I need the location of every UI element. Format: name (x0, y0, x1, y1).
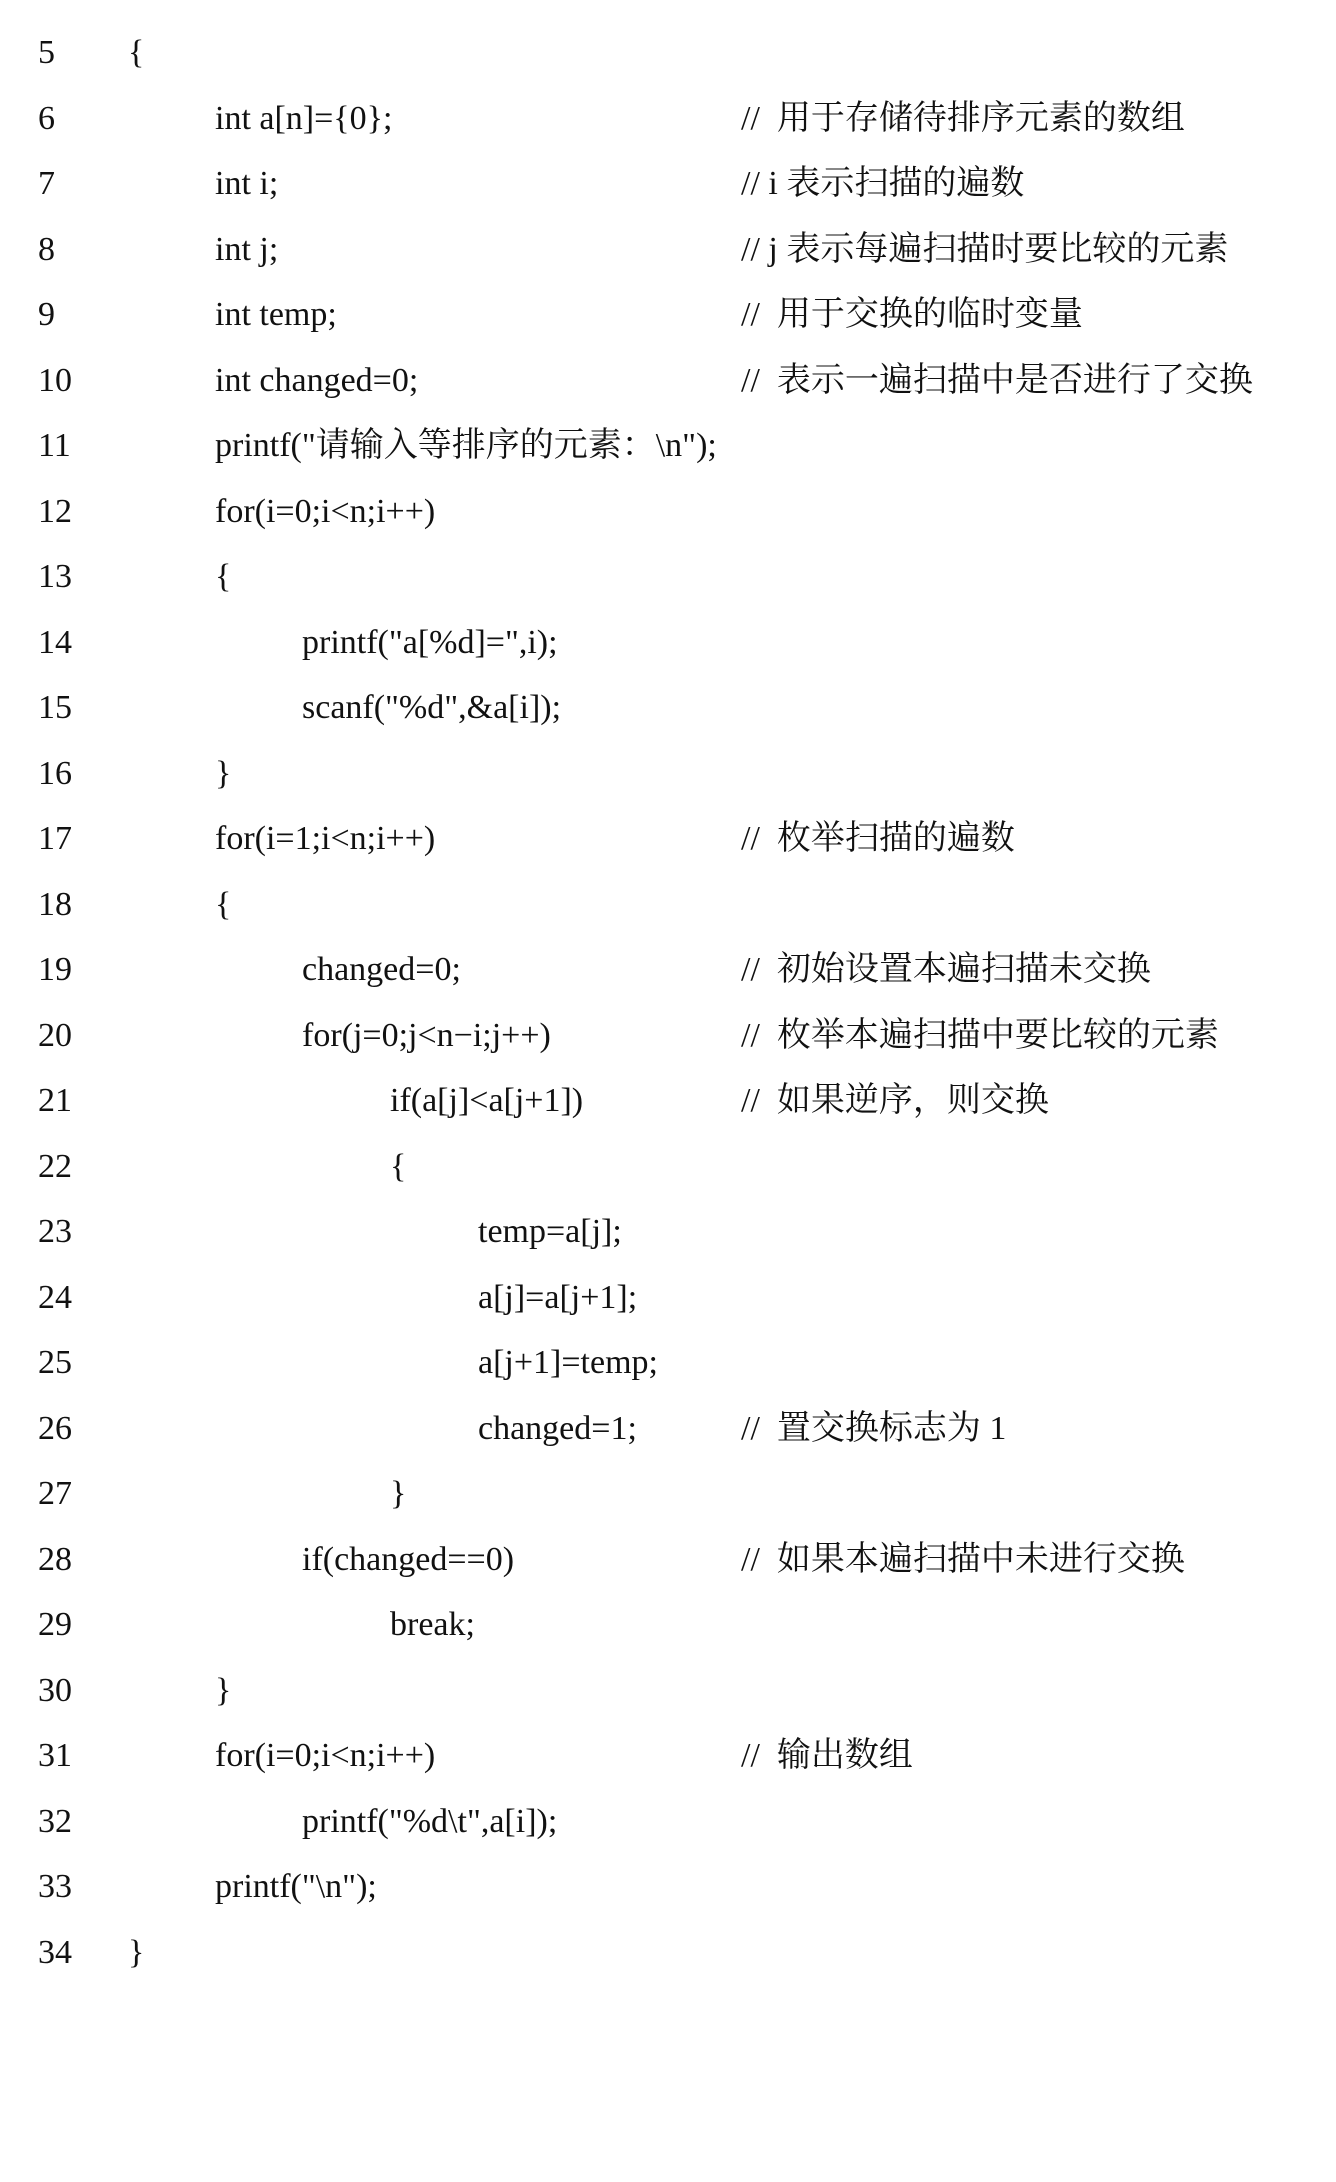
code-line (0, 282, 1336, 348)
code-text: int a[n]={0}; (215, 99, 393, 137)
code-comment: // 如果本遍扫描中未进行交换 (741, 1540, 1185, 1578)
code-text: printf("请输入等排序的元素：\n"); (215, 427, 717, 464)
code-comment: // 枚举本遍扫描中要比较的元素 (741, 1016, 1219, 1054)
code-text: changed=1; (478, 1409, 637, 1447)
code-line (0, 1330, 1336, 1396)
code-line (0, 1199, 1336, 1265)
line-number: 6 (38, 99, 55, 137)
code-comment: // 置交换标志为 1 (741, 1409, 1007, 1447)
line-number: 10 (38, 361, 72, 399)
code-text: int i; (215, 165, 279, 202)
code-text: int temp; (215, 296, 337, 333)
line-number: 28 (38, 1540, 72, 1578)
code-text: printf("a[%d]=",i); (302, 623, 558, 661)
line-number: 25 (38, 1344, 72, 1381)
line-number: 11 (38, 427, 71, 464)
code-line (0, 217, 1336, 283)
code-line (0, 1920, 1336, 1986)
code-text: for(i=1;i<n;i++) (215, 820, 436, 857)
code-line (0, 1134, 1336, 1200)
line-number: 8 (38, 230, 55, 268)
code-text: { (390, 1147, 407, 1185)
code-line (0, 20, 1336, 86)
code-text: int changed=0; (215, 361, 419, 399)
code-line (0, 86, 1336, 152)
code-line (0, 1068, 1336, 1134)
code-text: a[j+1]=temp; (478, 1344, 658, 1381)
code-text: for(j=0;j<n−i;j++) (302, 1016, 551, 1054)
code-text: } (215, 1671, 232, 1709)
code-line (0, 1265, 1336, 1331)
code-line (0, 1854, 1336, 1920)
line-number: 29 (38, 1606, 72, 1643)
line-number: 22 (38, 1147, 72, 1185)
line-number: 24 (38, 1278, 72, 1316)
code-line (0, 610, 1336, 676)
code-text: { (128, 34, 145, 71)
code-comment: // 初始设置本遍扫描未交换 (741, 951, 1151, 988)
line-number: 31 (38, 1737, 72, 1774)
code-comment: // 表示一遍扫描中是否进行了交换 (741, 361, 1253, 399)
code-text: { (215, 558, 232, 595)
line-number: 15 (38, 689, 72, 726)
code-line (0, 151, 1336, 217)
code-text: int j; (215, 230, 279, 268)
code-comment: // 用于存储待排序元素的数组 (741, 99, 1185, 137)
code-line (0, 1789, 1336, 1855)
line-number: 26 (38, 1409, 72, 1447)
line-number: 19 (38, 951, 72, 988)
code-comment: // i 表示扫描的遍数 (741, 165, 1025, 202)
code-line (0, 413, 1336, 479)
line-number: 23 (38, 1213, 72, 1250)
code-comment: // 如果逆序，则交换 (741, 1082, 1049, 1119)
line-number: 9 (38, 296, 55, 333)
code-text: temp=a[j]; (478, 1213, 622, 1250)
line-number: 7 (38, 165, 55, 202)
code-line (0, 1003, 1336, 1069)
line-number: 32 (38, 1802, 72, 1840)
code-text: } (215, 754, 232, 792)
code-line (0, 1527, 1336, 1593)
code-text: } (128, 1933, 145, 1971)
code-comment: // 输出数组 (741, 1737, 913, 1774)
line-number: 30 (38, 1671, 72, 1709)
line-number: 20 (38, 1016, 72, 1054)
line-number: 34 (38, 1933, 72, 1971)
line-number: 5 (38, 34, 55, 71)
code-line (0, 675, 1336, 741)
code-comment: // 枚举扫描的遍数 (741, 820, 1015, 857)
code-text: for(i=0;i<n;i++) (215, 492, 436, 530)
code-listing (0, 20, 1336, 1985)
code-line (0, 479, 1336, 545)
code-text: scanf("%d",&a[i]); (302, 689, 562, 726)
line-number: 18 (38, 885, 72, 923)
code-line (0, 806, 1336, 872)
code-comment: // 用于交换的临时变量 (741, 296, 1083, 333)
code-line (0, 741, 1336, 807)
line-number: 16 (38, 754, 72, 792)
line-number: 21 (38, 1082, 72, 1119)
code-text: printf("%d\t",a[i]); (302, 1802, 558, 1840)
code-line (0, 544, 1336, 610)
code-comment: // j 表示每遍扫描时要比较的元素 (741, 230, 1229, 268)
code-line (0, 1658, 1336, 1724)
code-line (0, 1723, 1336, 1789)
line-number: 33 (38, 1868, 72, 1905)
code-text: if(changed==0) (302, 1540, 515, 1578)
code-text: if(a[j]<a[j+1]) (390, 1082, 584, 1119)
code-text: a[j]=a[j+1]; (478, 1278, 638, 1316)
code-line (0, 872, 1336, 938)
line-number: 17 (38, 820, 72, 857)
line-number: 13 (38, 558, 72, 595)
code-text: { (215, 885, 232, 923)
code-line (0, 1396, 1336, 1462)
code-text: for(i=0;i<n;i++) (215, 1737, 436, 1774)
code-line (0, 348, 1336, 414)
code-text: printf("\n"); (215, 1868, 377, 1905)
code-line (0, 1461, 1336, 1527)
line-number: 27 (38, 1475, 72, 1512)
code-text: } (390, 1475, 407, 1512)
line-number: 12 (38, 492, 72, 530)
line-number: 14 (38, 623, 72, 661)
code-line (0, 1592, 1336, 1658)
code-text: changed=0; (302, 951, 461, 988)
code-text: break; (390, 1606, 475, 1643)
code-line (0, 937, 1336, 1003)
